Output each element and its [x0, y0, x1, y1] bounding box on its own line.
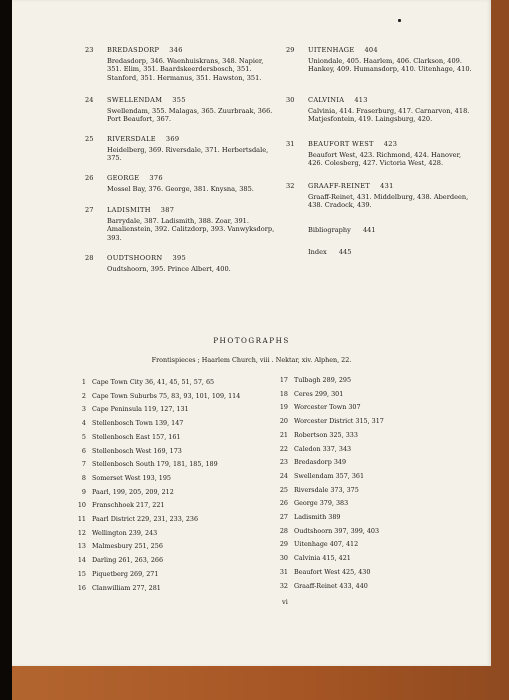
- photograph-number: 18: [279, 389, 288, 398]
- photograph-list-item: [274, 390, 343, 399]
- photograph-number: 1: [81, 378, 86, 386]
- photograph-list-item: [274, 472, 364, 481]
- photograph-list-item: [72, 405, 189, 414]
- photograph-list-item: [274, 513, 341, 522]
- photograph-number: 30: [279, 554, 288, 563]
- photograph-number: 5: [81, 432, 86, 441]
- photograph-number: 23: [279, 458, 288, 467]
- photograph-caption: Graaff-Reinet 433, 440: [294, 581, 368, 590]
- photograph-number: 22: [279, 444, 288, 453]
- chapter-number: 26: [85, 174, 94, 182]
- chapter-heading: [308, 46, 378, 54]
- photographs-heading: PHOTOGRAPHS: [213, 336, 290, 345]
- photograph-list-item: [72, 584, 161, 593]
- photograph-list-item: [72, 542, 163, 551]
- chapter-places: Barrydale, 387. Ladismith, 388. Zoar, 391. Amalienstein, 392. Calitzdorp, 393. Vanwyksdorp, 393.: [107, 217, 275, 242]
- photograph-list-item: [72, 378, 214, 387]
- chapter-number: 28: [85, 254, 94, 262]
- photograph-caption: Beaufort West 425, 430: [294, 567, 371, 576]
- chapter-page: 346: [169, 46, 183, 54]
- index-label: Index: [308, 248, 327, 256]
- photograph-caption: Cape Town City 36, 41, 45, 51, 57, 65: [92, 378, 215, 386]
- photograph-number: 24: [279, 471, 288, 480]
- chapter-page: 369: [165, 135, 180, 143]
- photograph-number: 31: [279, 567, 288, 576]
- chapter-places: Oudtshoorn, 395. Prince Albert, 400.: [107, 265, 231, 273]
- photograph-caption: Bredasdorp 349: [294, 458, 347, 467]
- photograph-list-item: [72, 529, 157, 538]
- photograph-caption: Stellenbosch Town 139, 147: [92, 419, 184, 428]
- chapter-title: CALVINIA: [308, 96, 345, 104]
- chapter-heading: [107, 254, 186, 262]
- photograph-list-item: [274, 527, 379, 536]
- chapter-page: 404: [364, 46, 378, 54]
- chapter-places: Beaufort West, 423. Richmond, 424. Hanover, 426. Colesberg, 427. Victoria West, 428.: [308, 151, 462, 168]
- photograph-number: 14: [77, 556, 86, 565]
- photograph-list-item: [72, 570, 158, 579]
- photograph-caption: Paarl, 199, 205, 209, 212: [92, 487, 174, 496]
- photograph-caption: Malmesbury 251, 256: [92, 542, 163, 551]
- chapter-number: 29: [286, 46, 295, 54]
- photograph-number: 32: [279, 581, 288, 590]
- chapter-heading: [107, 206, 174, 214]
- chapter-title: GRAAFF-REINET: [308, 182, 371, 190]
- chapter-number: 23: [85, 46, 94, 54]
- photograph-number: 16: [77, 583, 86, 592]
- photograph-caption: Darling 261, 263, 266: [92, 556, 164, 565]
- photograph-caption: Paarl District 229, 231, 233, 236: [92, 515, 199, 523]
- photograph-list-item: [72, 488, 174, 497]
- chapter-page: 376: [149, 174, 163, 182]
- photograph-list-item: [72, 515, 198, 524]
- bibliography-label: Bibliography: [308, 226, 351, 234]
- photograph-list-item: [274, 554, 351, 563]
- photograph-caption: Uitenhage 407, 412: [294, 540, 359, 549]
- photograph-number: 19: [279, 403, 288, 412]
- photograph-number: 26: [279, 499, 288, 508]
- chapter-places: Bredasdorp, 346. Waenhuiskrans, 348. Napier, 351. Elim, 351. Baardskeerdersbosch, 351. Stanford, 351. Hermanus, 351. Hawston, 351.: [107, 57, 264, 82]
- chapter-places: Graaff-Reinet, 431. Middelburg, 438. Aberdeen, 438. Cradock, 439.: [308, 193, 469, 210]
- ink-mark: [398, 19, 401, 22]
- bibliography-page: 441: [362, 226, 376, 234]
- photograph-caption: George 379, 383: [294, 499, 349, 508]
- photograph-caption: Ladismith 389: [294, 513, 341, 521]
- photograph-caption: Swellendam 357, 361: [294, 471, 365, 480]
- chapter-places: Uniondale, 405. Haarlem, 406. Clarkson, 409. Hankey, 409. Humansdorp, 410. Uitenhage, 410.: [308, 57, 472, 74]
- chapter-number: 25: [85, 135, 94, 143]
- photograph-list-item: [274, 499, 348, 508]
- chapter-number: 24: [85, 96, 94, 104]
- photograph-list-item: [72, 501, 165, 510]
- photograph-caption: Franschhoek 217, 221: [92, 501, 165, 510]
- chapter-number: 31: [286, 140, 295, 148]
- photograph-list-item: [72, 433, 180, 442]
- chapter-number: 30: [286, 96, 295, 104]
- photograph-number: 10: [77, 501, 86, 510]
- photograph-number: 21: [279, 430, 288, 439]
- index-entry: [308, 248, 351, 256]
- photograph-number: 2: [81, 391, 86, 400]
- chapter-page: 413: [354, 96, 368, 104]
- photograph-list-item: [274, 417, 384, 426]
- photograph-caption: Cape Peninsula 119, 127, 131: [92, 405, 189, 414]
- chapter-heading: [308, 182, 394, 190]
- chapter-page: 423: [383, 140, 398, 148]
- photograph-number: 27: [279, 513, 288, 521]
- chapter-places: Heidelberg, 369. Riversdale, 371. Herbertsdale, 375.: [107, 146, 269, 163]
- photograph-caption: Somerset West 193, 195: [92, 473, 171, 482]
- chapter-title: LADISMITH: [107, 206, 151, 214]
- photograph-number: 4: [81, 419, 86, 428]
- photograph-list-item: [274, 403, 361, 412]
- photograph-list-item: [72, 556, 163, 565]
- photograph-number: 8: [81, 473, 86, 482]
- photograph-caption: Calvinia 415, 421: [294, 554, 351, 563]
- photograph-number: 13: [77, 542, 86, 551]
- chapter-number: 32: [286, 182, 295, 190]
- chapter-places: Swellendam, 355. Malagas, 365. Zuurbraak, 366. Port Beaufort, 367.: [107, 107, 273, 124]
- photograph-list-item: [72, 460, 218, 469]
- photograph-list-item: [274, 458, 346, 467]
- photograph-number: 11: [77, 515, 86, 523]
- chapter-heading: [107, 174, 163, 182]
- photograph-number: 9: [81, 487, 86, 496]
- photograph-number: 12: [77, 528, 86, 537]
- chapter-heading: [308, 96, 368, 104]
- chapter-title: SWELLENDAM: [107, 96, 163, 104]
- chapter-page: 395: [172, 254, 186, 262]
- photograph-caption: Tulbagh 289, 295: [294, 376, 352, 384]
- chapter-title: BEAUFORT WEST: [308, 140, 374, 148]
- photograph-caption: Ceres 299, 301: [294, 389, 344, 398]
- chapter-title: RIVERSDALE: [107, 135, 156, 143]
- photograph-number: 28: [279, 526, 288, 535]
- photograph-number: 25: [279, 485, 288, 494]
- photograph-caption: Stellenbosch West 169, 173: [92, 446, 182, 455]
- chapter-heading: [107, 46, 183, 54]
- photograph-caption: Wellington 239, 243: [92, 528, 158, 537]
- chapter-places: Mossel Bay, 376. George, 381. Knysna, 385.: [107, 185, 254, 193]
- chapter-page: 355: [172, 96, 186, 104]
- photograph-number: 3: [81, 405, 86, 414]
- photograph-caption: Stellenbosch South 179, 181, 185, 189: [92, 460, 218, 469]
- photograph-list-item: [274, 431, 358, 440]
- chapter-page: 431: [380, 182, 394, 190]
- photograph-list-item: [72, 419, 183, 428]
- chapter-heading: [107, 135, 179, 143]
- photograph-caption: Robertson 325, 333: [294, 430, 358, 439]
- chapter-title: GEORGE: [107, 174, 140, 182]
- bibliography-entry: [308, 226, 376, 234]
- chapter-number: 27: [85, 206, 94, 214]
- page-number: vi: [282, 598, 288, 606]
- photograph-caption: Worcester District 315, 317: [294, 417, 384, 426]
- chapter-title: OUDTSHOORN: [107, 254, 163, 262]
- book-page: [12, 0, 491, 666]
- chapter-page: 387: [160, 206, 175, 214]
- photograph-number: 15: [77, 569, 86, 578]
- photograph-number: 20: [279, 417, 288, 426]
- photograph-caption: Cape Town Suburbs 75, 83, 93, 101, 109, 114: [92, 391, 241, 400]
- photograph-caption: Stellenbosch East 157, 161: [92, 432, 181, 441]
- photograph-list-item: [274, 540, 358, 549]
- photograph-list-item: [274, 445, 351, 454]
- photograph-list-item: [72, 474, 171, 483]
- chapter-title: BREDASDORP: [107, 46, 160, 54]
- photograph-number: 17: [279, 376, 288, 384]
- chapter-heading: [107, 96, 186, 104]
- photograph-number: 6: [81, 446, 86, 455]
- photograph-caption: Piquetberg 269, 271: [92, 569, 159, 578]
- photograph-caption: Oudtshoorn 397, 399, 403: [294, 526, 380, 535]
- photograph-caption: Clanwilliam 277, 281: [92, 583, 161, 592]
- photograph-list-item: [274, 582, 368, 591]
- chapter-title: UITENHAGE: [308, 46, 355, 54]
- photograph-list-item: [72, 392, 240, 401]
- photograph-list-item: [72, 447, 182, 456]
- chapter-places: Calvinia, 414. Fraserburg, 417. Carnarvon, 418. Matjesfontein, 419. Laingsburg, 420.: [308, 107, 470, 124]
- frontispieces-line: Frontispieces ; Haarlem Church, viii . Nektar, xiv. Alphen, 22.: [151, 356, 352, 364]
- photograph-caption: Caledon 337, 343: [294, 444, 352, 453]
- photograph-number: 7: [81, 460, 86, 469]
- photograph-list-item: [274, 376, 351, 385]
- photograph-number: 29: [279, 540, 288, 549]
- index-page: 445: [338, 248, 352, 256]
- chapter-heading: [308, 140, 397, 148]
- photograph-caption: Riversdale 373, 375: [294, 485, 359, 494]
- photograph-list-item: [274, 486, 359, 495]
- photograph-caption: Worcester Town 307: [294, 403, 361, 412]
- photograph-list-item: [274, 568, 370, 577]
